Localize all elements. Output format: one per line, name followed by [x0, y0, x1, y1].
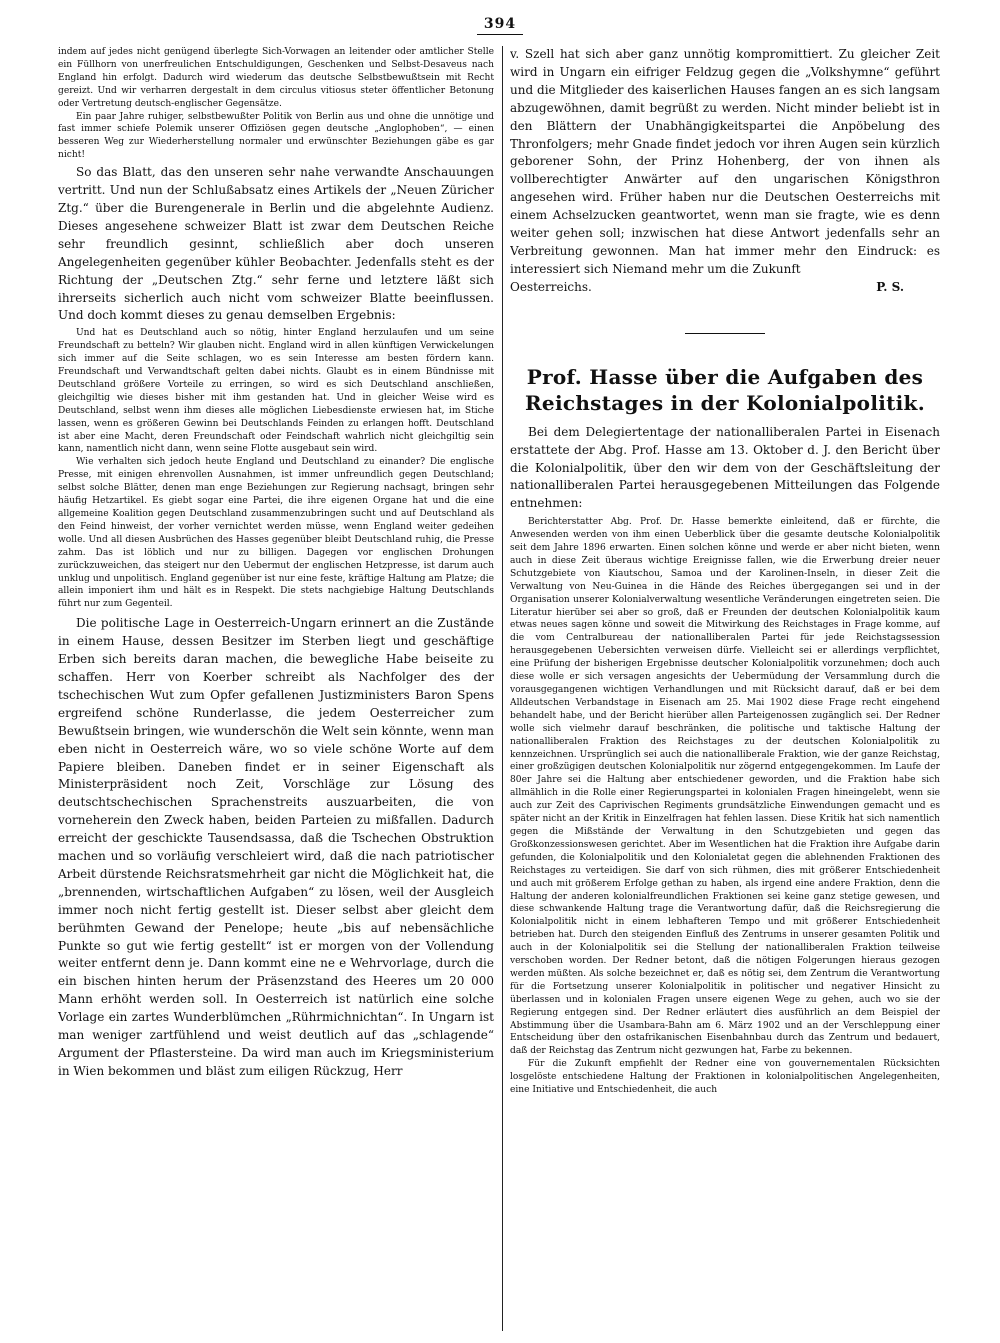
quoted-paragraph: Und hat es Deutschland auch so nötig, hinter England herzulaufen und um seine Freundschaft zu betteln? Wir glauben nicht. England wird in allen künftigen Verwickelungen sich immer auf die Seite schlagen, wo es sein Interesse am besten fördern kann. Freundschaft und Verwandtschaft gelten dabei nichts. Glaubt es in einem Bündnisse mit Deutschland größere Vorteile zu erringen, so wird es sich Deutschland anschließen, gleichgiltig wie dieses bisher mit ihm gestanden hat. Und in gleicher Weise wird es Deutschland, selbst wenn ihm dieses alle möglichen Liebesdienste erwiesen hat, im Stiche lassen, wenn es größeren Gewinn bei Deutschlands Feinden zu erlangen hofft. Deutschland ist aber eine Macht, deren Freundschaft oder Feindschaft wahrlich nicht gleichgiltig sein kann, namentlich nicht dann, wenn seine Flotte ausgebaut sein wird.: [58, 328, 494, 455]
left-column: [58, 46, 494, 1333]
article-intro: Bei dem Delegiertentage der nationalliberalen Partei in Eisenach erstattete der Abg. Prof. Hasse am 13. Oktober d. J. den Bericht über die Kolonialpolitik, über den wir dem von der Geschäftsleitung der nationalliberalen Partei herausgegebenen Mitteilungen das Folgende entnehmen:: [510, 424, 940, 511]
report-paragraph: Für die Zukunft empfiehlt der Redner eine von gouvernementalen Rücksichten losgelöste entschiedene Haltung der Fraktionen in kolonialpolitischen Angelegenheiten, eine Initiative und Entschiedenheit, die auch: [510, 1059, 940, 1096]
body-paragraph: indem auf jedes nicht genügend überlegte Sich-Vorwagen an leitender oder amtlicher Stelle ein Füllhorn von unerfreulichen Entschuldigungen, Geschenken und Selbst-Desaveus nach England hin erfolgt. Dadurch wird wiederum das deutsche Selbstbewußtsein mit Recht gereizt. Und wir verharren dergestalt in dem circulus vitiosus steter öffentlicher Betonung oder Vertretung deutsch-englischer Gegensätze.: [58, 47, 494, 109]
body-paragraph: v. Szell hat sich aber ganz unnötig kompromittiert. Zu gleicher Zeit wird in Ungarn ein eifriger Feldzug gegen die „Volkshymne“ geführt und die Mitglieder des kaiserlichen Hauses fangen an es sich langsam abzugewöhnen, damit begrüßt zu werden. Nicht minder beliebt ist in den Blättern der Unabhängigkeitspartei die Anpöbelung des Thronfolgers; mehr Gnade findet jedoch vor ihren Augen sein kürzlich geborener Sohn, der Prinz Hohenberg, der von ihnen als vollberechtigter Anwärter auf den ungarischen Königsthron angesehen wird. Früher haben nur die Deutschen Oesterreichs mit einem Achselzucken geantwortet, wenn man sie fragte, wie es denn weiter gehen soll; inzwischen hat diese Antwort jedenfalls sehr an Verbreitung gewonnen. Man hat immer mehr den Eindruck: es interessiert sich Niemand mehr um die Zukunft: [510, 47, 940, 276]
author-signature: P. S.: [876, 279, 904, 294]
article-title: Prof. Hasse über die Aufgaben des Reichstages in der Kolonialpolitik.: [525, 364, 925, 415]
page-number: 394: [0, 16, 1000, 35]
right-column: [510, 46, 940, 1333]
signature-text: Oesterreichs.: [510, 279, 592, 294]
body-paragraph: Die politische Lage in Oesterreich-Ungarn erinnert an die Zustände in einem Hause, dessen Besitzer im Sterben liegt und geschäftige Erben sich bereits daran machen, die bewegliche Habe beiseite zu schaffen. Herr von Koerber schreibt als Nachfolger des der tschechischen Wut zum Opfer gefallenen Justizministers Baron Spens ergreifend schöne Runderlasse, die jedem Oesterreicher zum Bewußtsein bringen, wie wunderschön die Welt sein könnte, wenn man eben nicht in Oesterreich wäre, wo so viele schöne Worte auf dem Papiere bleiben. Daneben findet er in seiner Eigenschaft als Ministerpräsident noch Zeit, Vorschläge zur Lösung des deutschtschechischen Sprachenstreits auszuarbeiten, die von vorneherein den Zweck haben, beiden Parteien zu mißfallen. Dadurch erreicht der geschickte Tausendsassa, daß die Tschechen Obstruktion machen und so vorläufig verschleiert wird, daß die nach patriotischer Arbeit dürstende Reichsratsmehrheit gar nicht die Möglichkeit hat, die „brennenden, wirtschaftlichen Aufgaben“ zu lösen, weil der Ausgleich immer noch nicht fertig gestellt ist. Dieser selbst aber gleicht dem berühmten Gewand der Penelope; heute „bis auf nebensächliche Punkte so gut wie fertig gestellt“ ist er morgen von der Vollendung weiter entfernt denn je. Dann kommt eine ne e Wehrvorlage, durch die ein bischen hinten herum der Präsenzstand des Heeres um 20 000 Mann erhöht werden soll. In Oesterreich ist natürlich eine solche Vorlage ein zartes Wunderblümchen „Rührmichnichtan“. In Ungarn ist man weniger zartfühlend und weist deutlich auf das „schlagende“ Argument der Pflastersteine. Da wird man auch im Kriegsministerium in Wien bekommen und bläst zum eiligen Rückzug, Herr: [58, 616, 494, 1078]
signature-line: [510, 279, 940, 297]
column-divider: [502, 46, 503, 1331]
quoted-paragraph: Wie verhalten sich jedoch heute England und Deutschland zu einander? Die englische Presse, mit einigen ehrenvollen Ausnahmen, ist immer unfreundlich gegen Deutschland; selbst solche Blätter, denen man enge Beziehungen zur Regierung nachsagt, bringen sehr häufig Hetzartikel. Es giebt sogar eine Partei, die ihre eigenen Organe hat und die eine allgemeine Koalition gegen Deutschland zusammenzubringen sucht und auf Deutschland als den Feind hinweist, der vorher vernichtet werden müsse, wenn England weiter gedeihen wolle. Und all diesen Ausbrüchen des Hasses gegenüber bleibt Deutschland ruhig, die Presse zahm. Das ist löblich und nur zu billigen. Dagegen vor englischen Drohungen zurückzuweichen, das steigert nur den Uebermut der englischen Hetzpresse, ist darum auch unklug und unpolitisch. England gegenüber ist nur eine feste, kräftige Haltung am Platze; die allein imponiert ihm und hält es in Respekt. Die stets nachgiebige Haltung Deutschlands führt nur zum Gegenteil.: [58, 457, 494, 610]
body-paragraph: Ein paar Jahre ruhiger, selbstbewußter Politik von Berlin aus und ohne die unnötige und fast immer schiefe Polemik unserer Offiziösen gegen deutsche „Anglophoben“, — einen besseren Weg zur Wiederherstellung normaler und erwünschter Beziehungen gäbe es gar nicht!: [58, 111, 494, 161]
body-paragraph: So das Blatt, das den unseren sehr nahe verwandte Anschauungen vertritt. Und nun der Schlußabsatz eines Artikels der „Neuen Züricher Ztg.“ über die Burengenerale in Berlin und die abgelehnte Audienz. Dieses angesehene schweizer Blatt ist zwar dem Deutschen Reiche sehr freundlich gesinnt, schließlich aber doch unseren Angelegenheiten gegenüber kühler Beobachter. Jedenfalls steht es der Richtung der „Deutschen Ztg.“ sehr ferne und letztere läßt sich ihrerseits sicherlich auch nicht vom schweizer Blatte beeinflussen. Und doch kommt dieses zu genau demselben Ergebnis:: [58, 165, 494, 323]
section-separator: [685, 333, 765, 334]
report-paragraph: Berichterstatter Abg. Prof. Dr. Hasse bemerkte einleitend, daß er fürchte, die Anwesenden werden von ihm einen Ueberblick über die gesamte deutsche Kolonialpolitik seit dem Jahre 1896 erwarten. Einen solchen könne und werde er aber nicht bieten, wenn auch in diese Zeit überaus wichtige Ereignisse fallen, wie die Erwerbung dreier neuer Schutzgebiete von Kiautschou, Samoa und der Karolinen-Inseln, in dieser Zeit die Verwaltung von Neu-Guinea in die Hände des Reiches übergegangen sei und in der Organisation unserer Kolonialverwaltung wesentliche Veränderungen eingetreten seien. Die Literatur hierüber sei aber so groß, daß er Freunden der deutschen Kolonialpolitik kaum etwas neues sagen könne und soweit die Mitwirkung des Reichstages in Frage komme, auf die vom Centralbureau der nationalliberalen Partei für jede Reichstagssession herausgegebenen Uebersichten verweisen dürfe. Vielleicht sei er allerdings verpflichtet, eine Prüfung der bisherigen Ergebnisse deutscher Kolonialpolitik vorzunehmen; doch auch diese wolle er sich versagen angesichts der Uebermüdung der Versammlung durch die vorausgegangenen wichtigen Verhandlungen und mit Rücksicht darauf, daß er bei dem Alldeutschen Verbandstage in Eisenach am 25. Mai 1902 diese Frage recht eingehend behandelt habe, und der Bericht hierüber allen Parteigenossen zugänglich sei. Der Redner wolle sich vielmehr darauf beschränken, die politische und taktische Haltung der nationalliberalen Fraktion des Reichstages zu der deutschen Kolonialpolitik zu kennzeichnen. Ursprünglich sei auch die nationalliberale Fraktion, wie der ganze Reichstag, einer großzügigen deutschen Kolonialpolitik nur zögernd entgegengekommen. Im Laufe der 80er Jahre sei die Haltung aber entschiedener geworden, und die Fraktion habe sich allmählich in die Rolle einer Regierungspartei in kolonialen Fragen hineingelebt, wenn sie auch zur Zeit des Caprivischen Regiments grundsätzliche Einwendungen gemacht und es später nicht an der Kritik in Einzelfragen hat fehlen lassen. Diese Kritik hat sich namentlich gegen die Mißstände der Verwaltung in den Schutzgebieten und gegen das Großkonzessionswesen gerichtet. Aber im Wesentlichen hat die Fraktion ihre Aufgabe darin gefunden, die Kolonialpolitik und den Kolonialetat gegen die ablehnenden Fraktionen des Reichstages zu verteidigen. Sie darf von sich rühmen, dies mit größerer Entschiedenheit und auch mit größerem Erfolge gethan zu haben, als irgend eine andere Fraktion, denn die Haltung der anderen kolonialfreundlichen Fraktionen sei keine ganz stetige gewesen, und diese schwankende Haltung trage die Verantwortung dafür, daß die Reichsregierung die Kolonialpolitik nicht in einem lebhafteren Tempo und mit größerer Entschiedenheit betrieben hat. Durch den steigenden Einfluß des Zentrums in unserer gesamten Politik und auch in der Kolonialpolitik sei die Stellung der nationalliberalen Fraktion teilweise verschoben worden. Der Redner betont, daß die nötigen Folgerungen hieraus gezogen werden müßten. Als solche bezeichnet er, daß es nötig sei, dem Zentrum die Verantwortung für die Fortsetzung unserer Kolonialpolitik in politischer und negativer Hinsicht zu überlassen und in kolonialen Fragen unsere eigenen Wege zu gehen, auch wo sie der Regierung entgegen sind. Der Redner erläutert dies ausführlich an dem Beispiel der Abstimmung über die Usambara-Bahn am 6. März 1902 und an der Verschleppung einer Entscheidung über den ostafrikanischen Eisenbahnbau durch das Zentrum und bedauert, daß der Reichstag das Zentrum nicht gezwungen hat, Farbe zu bekennen.: [510, 517, 940, 1057]
